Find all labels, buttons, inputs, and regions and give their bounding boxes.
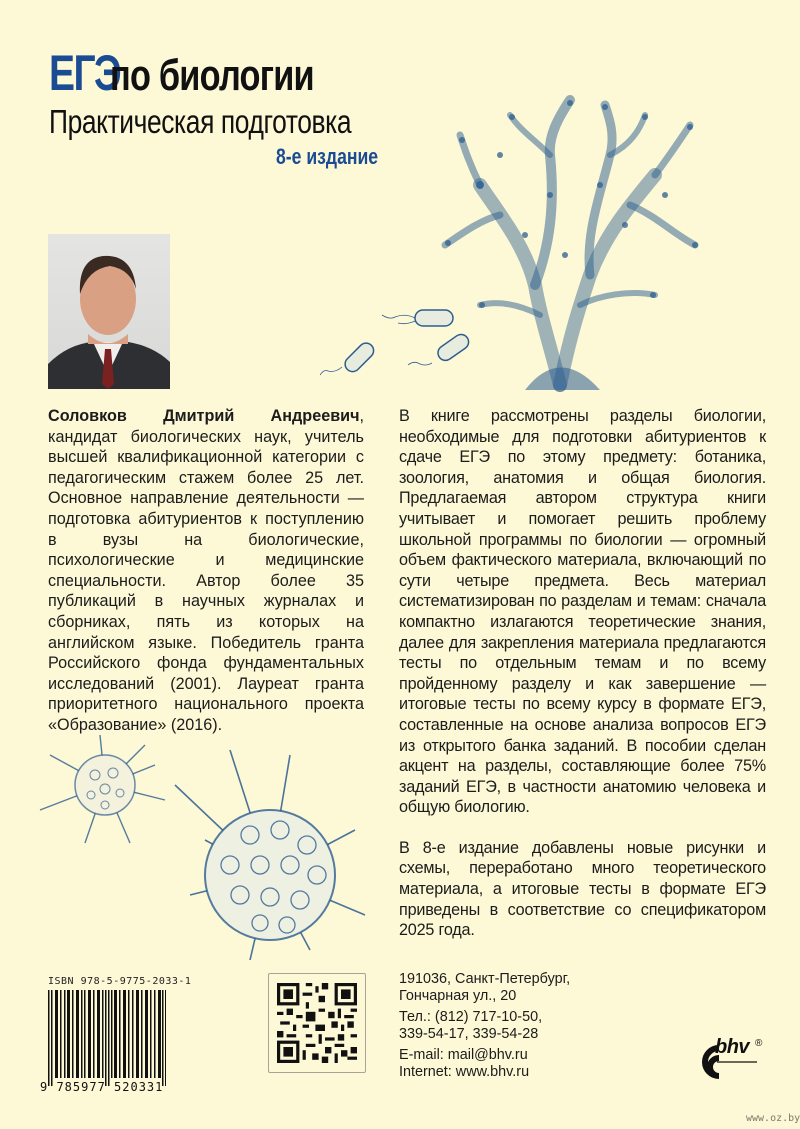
author-name: Соловков Дмитрий Андреевич bbox=[48, 407, 360, 425]
description-paragraph-2: В 8-е издание добавлены новые рисунки и схемы, переработано много теоретического материала, а итоговые тесты в формате ЕГЭ приведены в соответствие со спецификатором 2025 года. bbox=[399, 838, 766, 940]
book-title bbox=[49, 45, 372, 101]
author-bio: , кандидат биологических наук, учитель высшей квалификационной категории с педагогическим стажем более 25 лет. Основное направление деятельности — подготовка абитуриентов к поступлению в вузы на биологические, психологические и медицинские специальности. Автор более 35 публикаций в научных журналах и сборниках, пять из которых на английском языке. Победитель гранта Российского фонда фундаментальных исследований (2001). Лауреат гранта приоритетного национального проекта «Образование» (2016). bbox=[48, 407, 364, 734]
phone-line-1: Тел.: (812) 717-10-50, bbox=[399, 1008, 543, 1025]
bhv-logo bbox=[697, 1036, 767, 1080]
address-line-2: Гончарная ул., 20 bbox=[399, 988, 517, 1005]
description-paragraph-1: В книге рассмотрены разделы биологии, необходимые для подготовки абитуриентов к сдаче ЕГЭ по этому предмету: ботаника, зоология, анатомия и общая биология. Предлагаемая автором структура книги учитывает и помогает решить проблему школьной программы по биологии — огромный объем фактического материала, включающий по сути четыре предмета. Весь материал систематизирован по разделам и темам: сначала компактно излагаются теоретические знания, далее для закрепления материала предлагаются тесты по отдельным темам и по всему пройденному разделу и как завершение — итоговые тесты по всему курсу в формате ЕГЭ, составленные на основе анализа вопросов ЕГЭ из открытого банка заданий. В пособии сделан акцент на разделы, составляющие более 75% заданий ЕГЭ, в частности анатомию человека и общую биологию. bbox=[399, 407, 766, 817]
publisher-contacts bbox=[399, 971, 570, 1081]
book-description bbox=[399, 406, 766, 941]
qr-code[interactable] bbox=[268, 973, 366, 1073]
radiolaria-illustration bbox=[25, 725, 390, 960]
isbn-label: ISBN 978-5-9775-2033-1 bbox=[48, 976, 192, 987]
book-subtitle: Практическая подготовка bbox=[49, 103, 352, 140]
watermark: www.oz.by bbox=[746, 1113, 800, 1124]
edition-label: 8-е издание bbox=[276, 144, 379, 169]
phone-line-2: 339-54-17, 339-54-28 bbox=[399, 1026, 539, 1043]
registered-mark: ® bbox=[755, 1038, 763, 1049]
author-bio-block bbox=[48, 406, 364, 736]
title-ege: ЕГЭ bbox=[49, 45, 121, 101]
barcode bbox=[48, 990, 166, 1086]
website-link[interactable]: Internet: www.bhv.ru bbox=[399, 1064, 530, 1081]
bhv-logo-text: bhv bbox=[715, 1036, 750, 1058]
email-link[interactable]: E-mail: mail@bhv.ru bbox=[399, 1046, 528, 1063]
address-line-1: 191036, Санкт-Петербург, bbox=[399, 971, 571, 987]
barcode-digits: 9 785977 520331 bbox=[40, 1080, 164, 1094]
author-photo bbox=[48, 234, 170, 389]
bacteria-illustration bbox=[320, 305, 480, 385]
title-subject: по биологии bbox=[110, 51, 315, 100]
